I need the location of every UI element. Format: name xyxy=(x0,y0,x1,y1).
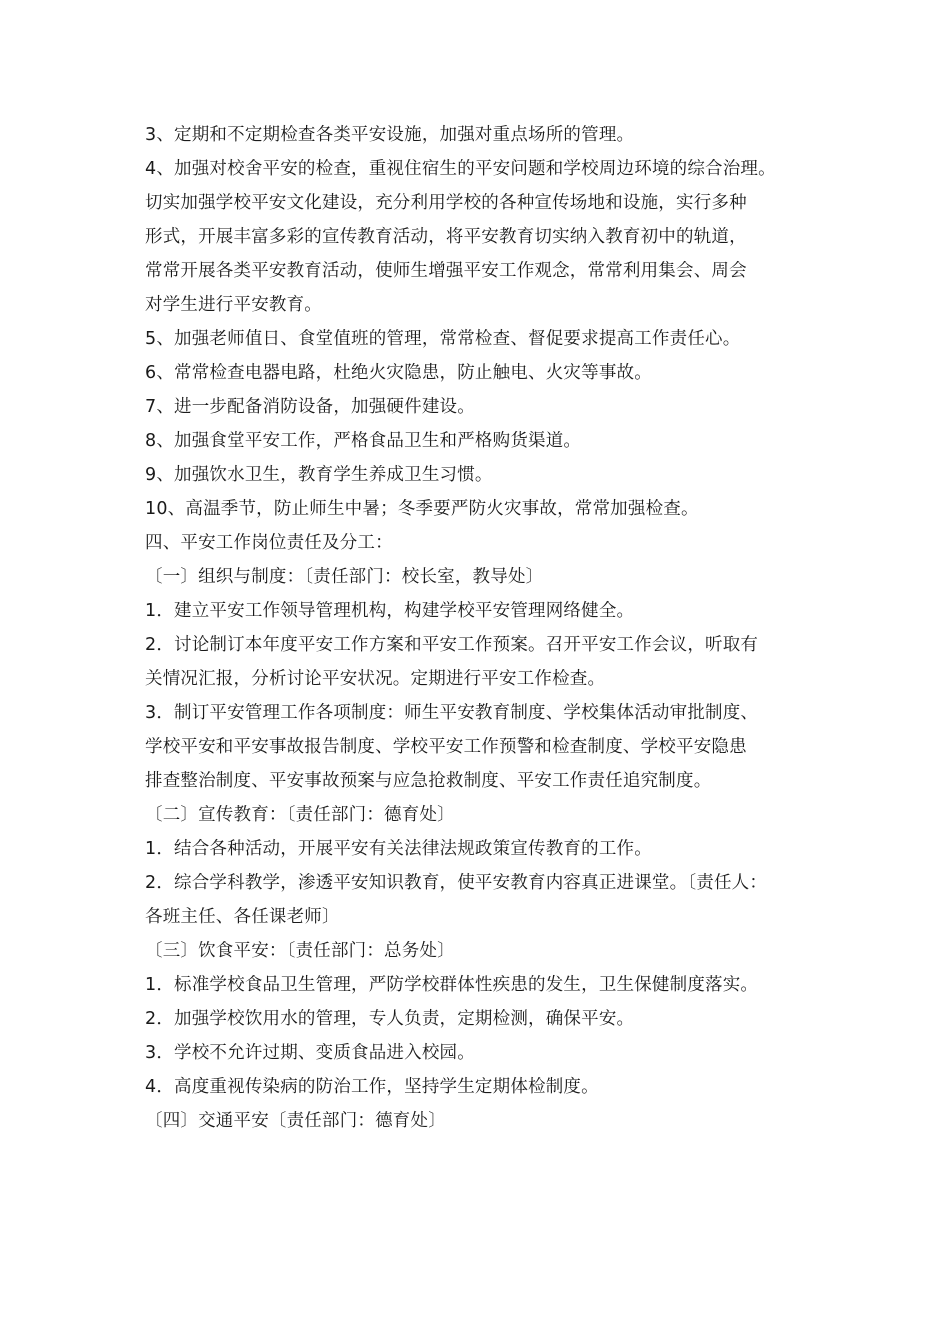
text-line: 2．综合学科教学，渗透平安知识教育，使平安教育内容真正进课堂。〔责任人： xyxy=(145,873,768,893)
document-body xyxy=(145,118,825,1138)
text-line: 切实加强学校平安文化建设，充分利用学校的各种宣传场地和设施，实行多种 xyxy=(145,193,747,213)
text-line: 3．制订平安管理工作各项制度：师生平安教育制度、学校集体活动审批制度、 xyxy=(145,703,759,723)
subsection-heading: 〔三〕饮食平安：〔责任部门：总务处〕 xyxy=(145,941,455,961)
text-line: 6、常常检查电器电路，杜绝火灾隐患，防止触电、火灾等事故。 xyxy=(145,363,652,383)
text-line: 4、加强对校舍平安的检查，重视住宿生的平安问题和学校周边环境的综合治理。 xyxy=(145,159,776,179)
text-line: 1．建立平安工作领导管理机构，构建学校平安管理网络健全。 xyxy=(145,601,635,621)
text-line: 1．结合各种活动，开展平安有关法律法规政策宣传教育的工作。 xyxy=(145,839,652,859)
text-line: 3．学校不允许过期、变质食品进入校园。 xyxy=(145,1043,475,1063)
text-line: 3、定期和不定期检查各类平安设施，加强对重点场所的管理。 xyxy=(145,125,635,145)
text-line: 5、加强老师值日、食堂值班的管理，常常检查、督促要求提高工作责任心。 xyxy=(145,329,741,349)
text-line: 关情况汇报，分析讨论平安状况。定期进行平安工作检查。 xyxy=(145,669,606,689)
subsection-heading: 〔四〕交通平安〔责任部门：德育处〕 xyxy=(145,1111,446,1131)
text-line: 10、高温季节，防止师生中暑；冬季要严防火灾事故，常常加强检查。 xyxy=(145,499,699,519)
text-line: 常常开展各类平安教育活动，使师生增强平安工作观念，常常利用集会、周会 xyxy=(145,261,747,281)
subsection-heading: 〔一〕组织与制度：〔责任部门：校长室，教导处〕 xyxy=(145,567,544,587)
text-line: 各班主任、各任课老师〕 xyxy=(145,907,340,927)
text-line: 8、加强食堂平安工作，严格食品卫生和严格购货渠道。 xyxy=(145,431,582,451)
text-line: 1．标准学校食品卫生管理，严防学校群体性疾患的发生，卫生保健制度落实。 xyxy=(145,975,759,995)
text-line: 9、加强饮水卫生，教育学生养成卫生习惯。 xyxy=(145,465,493,485)
subsection-heading: 〔二〕宣传教育：〔责任部门：德育处〕 xyxy=(145,805,455,825)
text-line: 学校平安和平安事故报告制度、学校平安工作预警和检查制度、学校平安隐患 xyxy=(145,737,747,757)
text-line: 2．讨论制订本年度平安工作方案和平安工作预案。召开平安工作会议，听取有 xyxy=(145,635,759,655)
section-heading: 四、平安工作岗位责任及分工： xyxy=(145,533,393,553)
text-line: 4．高度重视传染病的防治工作，坚持学生定期体检制度。 xyxy=(145,1077,599,1097)
text-line: 7、进一步配备消防设备，加强硬件建设。 xyxy=(145,397,475,417)
text-line: 对学生进行平安教育。 xyxy=(145,295,322,315)
text-line: 排查整治制度、平安事故预案与应急抢救制度、平安工作责任追究制度。 xyxy=(145,771,712,791)
text-line: 2．加强学校饮用水的管理，专人负责，定期检测，确保平安。 xyxy=(145,1009,635,1029)
text-line: 形式，开展丰富多彩的宣传教育活动，将平安教育切实纳入教育初中的轨道， xyxy=(145,227,747,247)
